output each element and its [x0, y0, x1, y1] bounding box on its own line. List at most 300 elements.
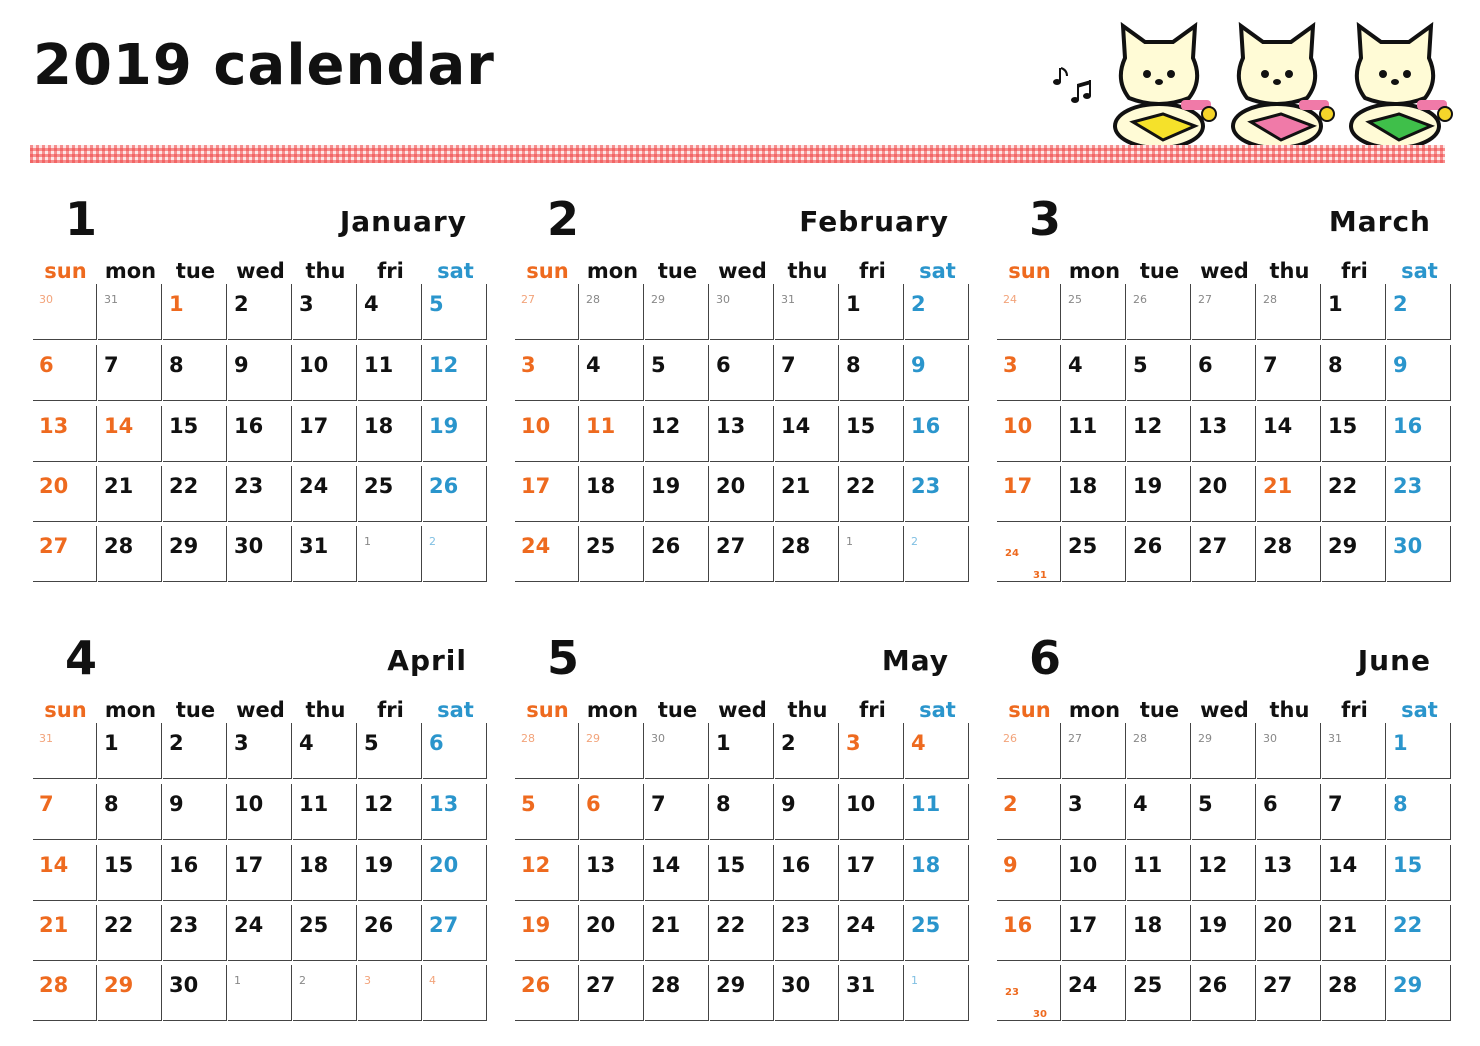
- day-number: 24: [1068, 973, 1098, 997]
- day-cell: [1322, 905, 1386, 961]
- day-number: 1: [1393, 731, 1408, 755]
- day-number: 3: [1003, 353, 1018, 377]
- weekday-sat: sat: [919, 698, 956, 722]
- day-number: 28: [104, 534, 134, 558]
- day-cell: [293, 845, 357, 901]
- day-cell: [1192, 905, 1256, 961]
- day-number: 3: [299, 292, 314, 316]
- day-cell: [997, 526, 1061, 582]
- day-cell: [645, 905, 709, 961]
- day-cell: [905, 284, 969, 340]
- day-number: 20: [716, 474, 746, 498]
- day-number: 20: [586, 913, 616, 937]
- day-number: 27: [1263, 973, 1293, 997]
- day-number: 19: [651, 474, 681, 498]
- day-number: 30: [781, 973, 811, 997]
- day-cell: [1127, 466, 1191, 522]
- day-cell: [1127, 723, 1191, 779]
- day-cell: [1192, 466, 1256, 522]
- day-cell: [1387, 345, 1451, 401]
- day-number: 15: [169, 414, 199, 438]
- day-number: 23: [234, 474, 264, 498]
- day-cell: [645, 345, 709, 401]
- day-cell: [1322, 784, 1386, 840]
- day-cell: [775, 406, 839, 462]
- day-number: 25: [1068, 534, 1098, 558]
- day-number: 30: [1263, 732, 1277, 745]
- day-cell: [710, 845, 774, 901]
- day-cell: [98, 406, 162, 462]
- day-number: 10: [1003, 414, 1033, 438]
- day-cell: [1192, 965, 1256, 1021]
- day-cell: [33, 345, 97, 401]
- day-cell: [775, 723, 839, 779]
- day-cell: [33, 406, 97, 462]
- day-number: 7: [651, 792, 666, 816]
- day-cell: [1322, 284, 1386, 340]
- day-number: 24: [234, 913, 264, 937]
- day-cell: [515, 466, 579, 522]
- day-number: 14: [781, 414, 811, 438]
- day-cell: [1387, 965, 1451, 1021]
- day-cell: [515, 406, 579, 462]
- weekday-sun: sun: [526, 259, 569, 283]
- day-cell: [905, 784, 969, 840]
- day-number: 12: [429, 353, 459, 377]
- day-cell: [98, 284, 162, 340]
- day-cell: [163, 284, 227, 340]
- day-number: 27: [521, 293, 535, 306]
- day-cell: [423, 965, 487, 1021]
- day-cell: [905, 406, 969, 462]
- day-number: 10: [234, 792, 264, 816]
- day-number: 30: [651, 732, 665, 745]
- day-number: 17: [521, 474, 551, 498]
- day-number: 1: [169, 292, 184, 316]
- day-cell: [1062, 784, 1126, 840]
- month-january: [33, 190, 485, 586]
- day-cell: [423, 526, 487, 582]
- day-cell: [580, 723, 644, 779]
- day-number: 22: [104, 913, 134, 937]
- day-number: 8: [1393, 792, 1408, 816]
- day-number: 18: [1133, 913, 1163, 937]
- day-cell: [228, 845, 292, 901]
- day-cell: [645, 466, 709, 522]
- day-cell: [98, 345, 162, 401]
- day-cell: [840, 723, 904, 779]
- day-number: 12: [651, 414, 681, 438]
- day-cell: [1192, 284, 1256, 340]
- day-number: 27: [716, 534, 746, 558]
- day-number: 16: [169, 853, 199, 877]
- day-number: 8: [169, 353, 184, 377]
- day-grid: [997, 723, 1449, 1025]
- day-cell: [580, 526, 644, 582]
- day-number: 30: [716, 293, 730, 306]
- day-cell: [1322, 466, 1386, 522]
- day-number: 28: [586, 293, 600, 306]
- day-cell: [1257, 284, 1321, 340]
- day-cell: [1387, 466, 1451, 522]
- day-number: 30: [1393, 534, 1423, 558]
- day-number: 10: [1068, 853, 1098, 877]
- weekday-fri: fri: [1341, 698, 1368, 722]
- day-cell: [228, 406, 292, 462]
- day-cell: [358, 965, 422, 1021]
- day-number: 12: [364, 792, 394, 816]
- day-number: 11: [1068, 414, 1098, 438]
- day-cell: [710, 406, 774, 462]
- day-cell: [228, 784, 292, 840]
- weekday-tue: tue: [657, 259, 698, 283]
- day-cell: [580, 965, 644, 1021]
- day-number: 15: [104, 853, 134, 877]
- day-number: 30: [234, 534, 264, 558]
- day-cell: [1257, 784, 1321, 840]
- day-number: 29: [1328, 534, 1358, 558]
- day-cell: [1062, 466, 1126, 522]
- day-number: 21: [1328, 913, 1358, 937]
- day-number: 9: [911, 353, 926, 377]
- day-grid: [997, 284, 1449, 586]
- weekday-thu: thu: [787, 698, 828, 722]
- weekday-fri: fri: [1341, 259, 1368, 283]
- day-cell: [33, 845, 97, 901]
- day-cell: [1062, 406, 1126, 462]
- day-number: 11: [299, 792, 329, 816]
- day-number: 23: [911, 474, 941, 498]
- day-cell: [1387, 845, 1451, 901]
- day-cell: [1257, 526, 1321, 582]
- day-number: 22: [169, 474, 199, 498]
- day-cell: [423, 284, 487, 340]
- day-cell: [358, 784, 422, 840]
- day-cell: [905, 965, 969, 1021]
- day-cell: [1322, 406, 1386, 462]
- weekday-wed: wed: [1200, 259, 1249, 283]
- day-number: 5: [651, 353, 666, 377]
- day-cell: [710, 526, 774, 582]
- day-cell: [775, 845, 839, 901]
- day-number: 4: [1133, 792, 1148, 816]
- day-number: 8: [716, 792, 731, 816]
- day-number-extra: 30: [1033, 1009, 1047, 1020]
- day-cell: [293, 526, 357, 582]
- day-number: 25: [364, 474, 394, 498]
- day-cell: [710, 345, 774, 401]
- weekday-sun: sun: [1008, 259, 1051, 283]
- weekday-thu: thu: [305, 698, 346, 722]
- day-cell: [1257, 905, 1321, 961]
- day-number: 21: [1263, 474, 1293, 498]
- day-number: 1: [104, 731, 119, 755]
- day-number: 13: [586, 853, 616, 877]
- weekday-sun: sun: [44, 259, 87, 283]
- day-number: 30: [39, 293, 53, 306]
- day-number: 14: [39, 853, 69, 877]
- day-cell: [163, 784, 227, 840]
- day-cell: [423, 345, 487, 401]
- day-cell: [840, 845, 904, 901]
- day-number: 28: [651, 973, 681, 997]
- weekday-sun: sun: [526, 698, 569, 722]
- day-number: 4: [299, 731, 314, 755]
- day-number: 25: [586, 534, 616, 558]
- day-number: 16: [234, 414, 264, 438]
- day-cell: [293, 345, 357, 401]
- weekday-sat: sat: [919, 259, 956, 283]
- day-number: 25: [1133, 973, 1163, 997]
- day-number: 1: [1328, 292, 1343, 316]
- day-number: 18: [1068, 474, 1098, 498]
- month-number: 3: [1029, 192, 1062, 246]
- day-cell: [98, 466, 162, 522]
- day-grid: [515, 723, 967, 1025]
- day-number: 13: [716, 414, 746, 438]
- day-number: 21: [781, 474, 811, 498]
- day-number: 5: [1133, 353, 1148, 377]
- day-cell: [423, 845, 487, 901]
- day-cell: [645, 284, 709, 340]
- day-cell: [98, 526, 162, 582]
- day-cell: [515, 784, 579, 840]
- weekday-header: [997, 697, 1449, 723]
- day-cell: [775, 345, 839, 401]
- day-cell: [710, 466, 774, 522]
- day-cell: [228, 905, 292, 961]
- day-cell: [1257, 345, 1321, 401]
- day-cell: [33, 284, 97, 340]
- day-cell: [775, 526, 839, 582]
- day-cell: [1387, 723, 1451, 779]
- day-number: 14: [104, 414, 134, 438]
- day-cell: [1192, 526, 1256, 582]
- day-number: 28: [39, 973, 69, 997]
- day-number: 29: [1393, 973, 1423, 997]
- day-number: 15: [1328, 414, 1358, 438]
- day-number: 5: [429, 292, 444, 316]
- day-cell: [1127, 526, 1191, 582]
- day-number: 18: [911, 853, 941, 877]
- day-cell: [840, 965, 904, 1021]
- weekday-fri: fri: [377, 698, 404, 722]
- day-cell: [33, 905, 97, 961]
- day-number: 6: [39, 353, 54, 377]
- month-number: 6: [1029, 631, 1062, 685]
- day-cell: [905, 466, 969, 522]
- month-february: [515, 190, 967, 586]
- weekday-header: [33, 697, 485, 723]
- day-cell: [293, 723, 357, 779]
- day-cell: [645, 526, 709, 582]
- day-cell: [358, 526, 422, 582]
- day-number-extra: 31: [1033, 570, 1047, 581]
- day-cell: [580, 345, 644, 401]
- day-number: 24: [1003, 293, 1017, 306]
- day-number: 6: [429, 731, 444, 755]
- day-number: 21: [104, 474, 134, 498]
- day-number: 7: [1328, 792, 1343, 816]
- weekday-header: [33, 258, 485, 284]
- day-cell: [515, 723, 579, 779]
- day-number: 2: [911, 535, 918, 548]
- day-number: 23: [1393, 474, 1423, 498]
- day-number: 27: [39, 534, 69, 558]
- day-cell: [1192, 345, 1256, 401]
- day-number: 1: [846, 292, 861, 316]
- day-number: 7: [781, 353, 796, 377]
- day-cell: [580, 284, 644, 340]
- day-cell: [423, 466, 487, 522]
- weekday-fri: fri: [859, 259, 886, 283]
- day-cell: [710, 784, 774, 840]
- day-number: 10: [846, 792, 876, 816]
- day-number: 2: [911, 292, 926, 316]
- day-cell: [358, 723, 422, 779]
- day-cell: [163, 723, 227, 779]
- day-number: 16: [1393, 414, 1423, 438]
- day-number: 29: [1198, 732, 1212, 745]
- day-number: 29: [586, 732, 600, 745]
- day-number: 26: [521, 973, 551, 997]
- day-number: 5: [364, 731, 379, 755]
- weekday-mon: mon: [586, 698, 639, 722]
- weekday-header: [997, 258, 1449, 284]
- day-cell: [163, 845, 227, 901]
- day-number: 28: [1328, 973, 1358, 997]
- day-cell: [358, 406, 422, 462]
- day-number: 4: [586, 353, 601, 377]
- day-cell: [1257, 723, 1321, 779]
- day-number: 18: [364, 414, 394, 438]
- page-title: 2019 calendar: [33, 33, 495, 98]
- month-number: 2: [547, 192, 580, 246]
- day-number: 28: [521, 732, 535, 745]
- weekday-wed: wed: [1200, 698, 1249, 722]
- day-number: 31: [299, 534, 329, 558]
- day-cell: [515, 284, 579, 340]
- weekday-mon: mon: [1068, 698, 1121, 722]
- day-number: 1: [364, 535, 371, 548]
- day-number: 31: [781, 293, 795, 306]
- day-number: 1: [716, 731, 731, 755]
- weekday-mon: mon: [104, 698, 157, 722]
- day-cell: [580, 406, 644, 462]
- day-cell: [1322, 526, 1386, 582]
- day-cell: [1322, 845, 1386, 901]
- month-name: June: [1357, 644, 1431, 677]
- day-number: 28: [781, 534, 811, 558]
- day-cell: [515, 345, 579, 401]
- day-cell: [293, 406, 357, 462]
- day-cell: [98, 723, 162, 779]
- day-number: 2: [169, 731, 184, 755]
- day-number: 8: [104, 792, 119, 816]
- day-number: 2: [299, 974, 306, 987]
- day-number: 23: [1005, 987, 1019, 998]
- weekday-thu: thu: [1269, 698, 1310, 722]
- day-cell: [1062, 905, 1126, 961]
- day-grid: [33, 723, 485, 1025]
- day-number: 31: [846, 973, 876, 997]
- day-cell: [293, 784, 357, 840]
- day-number: 11: [364, 353, 394, 377]
- weekday-sat: sat: [437, 259, 474, 283]
- day-cell: [997, 723, 1061, 779]
- day-cell: [1387, 526, 1451, 582]
- day-cell: [358, 466, 422, 522]
- day-number: 13: [1198, 414, 1228, 438]
- day-cell: [1322, 965, 1386, 1021]
- day-cell: [775, 784, 839, 840]
- day-cell: [840, 526, 904, 582]
- day-cell: [358, 345, 422, 401]
- day-cell: [423, 784, 487, 840]
- day-cell: [645, 406, 709, 462]
- day-number: 27: [1198, 534, 1228, 558]
- day-number: 2: [234, 292, 249, 316]
- day-cell: [645, 965, 709, 1021]
- day-number: 30: [169, 973, 199, 997]
- day-number: 17: [234, 853, 264, 877]
- day-grid: [33, 284, 485, 586]
- day-number: 12: [1198, 853, 1228, 877]
- cat-2-icon: [1233, 26, 1334, 148]
- day-number: 14: [1263, 414, 1293, 438]
- day-number: 14: [1328, 853, 1358, 877]
- day-cell: [710, 905, 774, 961]
- day-cell: [905, 723, 969, 779]
- day-cell: [1062, 345, 1126, 401]
- day-cell: [228, 526, 292, 582]
- day-cell: [775, 905, 839, 961]
- day-number: 17: [846, 853, 876, 877]
- day-number: 26: [364, 913, 394, 937]
- day-number: 26: [1198, 973, 1228, 997]
- day-cell: [710, 723, 774, 779]
- day-cell: [905, 526, 969, 582]
- day-number: 26: [1133, 293, 1147, 306]
- day-number: 10: [299, 353, 329, 377]
- day-number: 9: [1393, 353, 1408, 377]
- day-cell: [1322, 345, 1386, 401]
- day-number: 1: [846, 535, 853, 548]
- day-cell: [358, 845, 422, 901]
- day-number: 25: [1068, 293, 1082, 306]
- day-number: 19: [364, 853, 394, 877]
- day-number: 15: [846, 414, 876, 438]
- day-cell: [33, 784, 97, 840]
- day-number: 27: [429, 913, 459, 937]
- day-number: 1: [911, 974, 918, 987]
- weekday-thu: thu: [1269, 259, 1310, 283]
- day-number: 7: [39, 792, 54, 816]
- weekday-wed: wed: [236, 259, 285, 283]
- weekday-thu: thu: [787, 259, 828, 283]
- day-cell: [293, 284, 357, 340]
- day-cell: [1127, 965, 1191, 1021]
- day-number: 9: [781, 792, 796, 816]
- day-cell: [1192, 723, 1256, 779]
- day-number: 17: [1068, 913, 1098, 937]
- day-number: 8: [846, 353, 861, 377]
- day-cell: [1127, 345, 1191, 401]
- day-cell: [775, 466, 839, 522]
- day-cell: [163, 466, 227, 522]
- day-number: 23: [781, 913, 811, 937]
- day-cell: [358, 905, 422, 961]
